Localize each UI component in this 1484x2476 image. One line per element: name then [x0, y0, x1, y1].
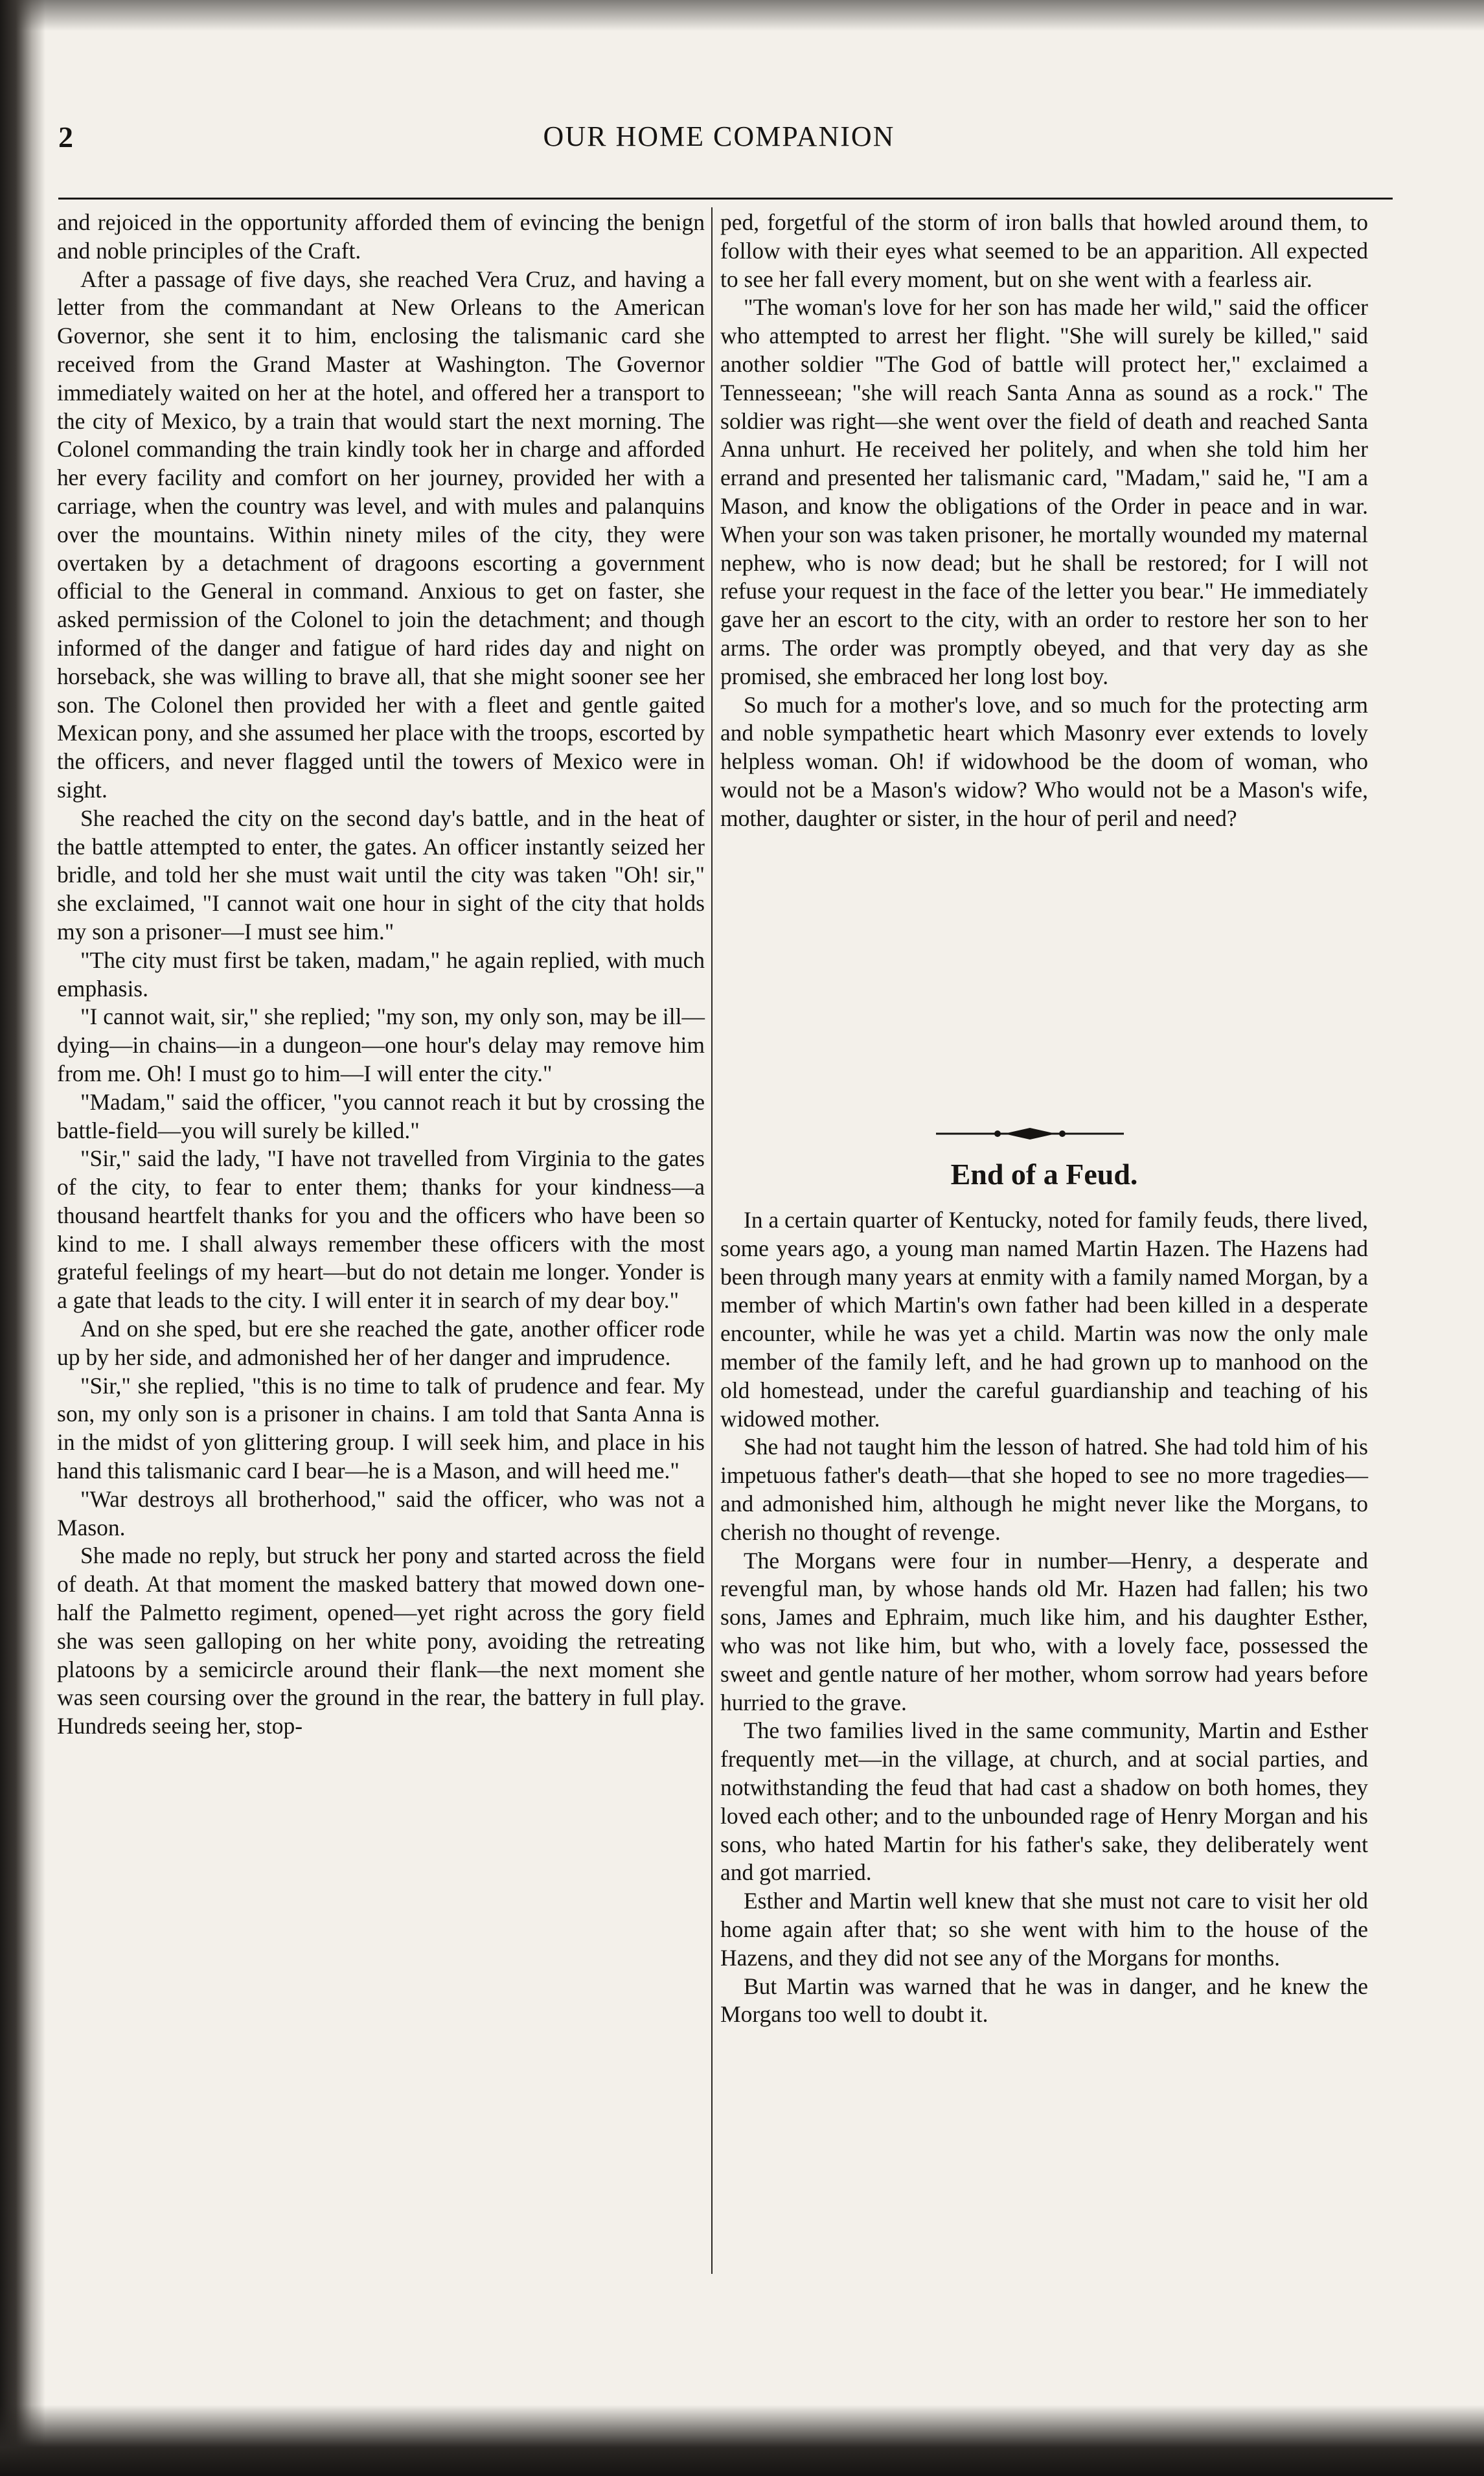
paragraph: She made no reply, but struck her pony and started across the field of death. At that moment the masked battery that mowed down one-half the Palmetto regiment, opened—yet right across the gory field she was seen galloping on her white pony, avoiding the retreating platoons by a semicircle around their flank—the next moment she was seen coursing over the ground in the rear, the battery in full play. Hundreds seeing her, stop- [57, 1542, 705, 1739]
paragraph: "The city must first be taken, madam," he again replied, with much emphasis. [57, 946, 705, 1002]
right-column [720, 209, 1368, 833]
scan-shadow-top [0, 0, 1484, 31]
running-head: OUR HOME COMPANION [543, 120, 895, 152]
article-title: End of a Feud. [950, 1158, 1138, 1191]
paragraph: But Martin was warned that he was in danger, and he knew the Morgans too well to doubt it. [720, 1973, 1368, 2028]
section-divider-ornament [933, 1124, 1127, 1143]
paragraph: "Madam," said the officer, "you cannot reach it but by crossing the battle-field—you will surely be killed." [57, 1088, 705, 1143]
paragraph: In a certain quarter of Kentucky, noted for family feuds, there lived, some years ago, a young man named Martin Hazen. The Hazens had been through many years at enmity with a family named Morgan, by a member of which Martin's own father had been killed in a desperate encounter, while he was yet a child. Martin was now the only male member of the family left, and he had grown up to manhood on the old homestead, under the careful guardianship and teaching of his widowed mother. [720, 1207, 1368, 1432]
paragraph: "I cannot wait, sir," she replied; "my son, my only son, may be ill—dying—in chains—in a dungeon—one hour's delay may remove him from me. Oh! I must go to him—I will enter the city." [57, 1003, 705, 1086]
scan-shadow-bottom [0, 2405, 1484, 2476]
header-rule [58, 198, 1393, 200]
paragraph: ped, forgetful of the storm of iron balls that howled around them, to follow with their eyes what seemed to be an apparition. All expected to see her fall every moment, but on she went with a fearless air. [720, 209, 1368, 292]
paragraph: "The woman's love for her son has made her wild," said the officer who attempted to arrest her flight. "She will surely be killed," said another soldier "The God of battle will protect her," exclaimed a Tennesseean; "she will reach Santa Anna as sound as a rock." The soldier was right—she went over the field of death and reached Santa Anna unhurt. He received her politely, and when she told him her errand and presented her talismanic card, "Madam," said he, "I am a Mason, and know the obligations of the Order in peace and in war. When your son was taken prisoner, he mortally wounded my maternal nephew, who is now dead; but he shall be restored; for I will not refuse your request in the face of the letter you bear." He immediately gave her an escort to the city, with an order to restore her son to her arms. The order was promptly obeyed, and that very day as she promised, she embraced her long lost boy. [720, 294, 1368, 689]
paragraph: The two families lived in the same community, Martin and Esther frequently met—in the village, at church, and at social parties, and notwithstanding the feud that had cast a shadow on both homes, they loved each other; and to the unbounded rage of Henry Morgan and his sons, who hated Martin for his father's sake, they deliberately went and got married. [720, 1717, 1368, 1886]
paragraph: After a passage of five days, she reached Vera Cruz, and having a letter from the commandant at New Orleans to the American Governor, she sent it to him, enclosing the talismanic card she received from the Grand Master at Washington. The Governor immediately waited on her at the hotel, and offered her a transport to the city of Mexico, by a train that would start the next morning. The Colonel commanding the train kindly took her in charge and afforded her every facility and comfort on her journey, provided her with a carriage, when the country was level, and with mules and palanquins over the mountains. Within ninety miles of the city, they were overtaken by a detachment of dragoons escorting a government official to the General in command. Anxious to get on faster, she asked permission of the Colonel to join the detachment; and though informed of the danger and fatigue of hard rides day and night on horseback, she was willing to brave all, that she might sooner see her son. The Colonel then provided her with a fleet and gentle gaited Mexican pony, and she assumed her place with the troops, escorted by the officers, and never flagged until the towers of Mexico were in sight. [57, 266, 705, 803]
column-divider [711, 207, 713, 2274]
left-column [57, 209, 705, 1741]
paragraph: and rejoiced in the opportunity afforded them of evincing the benign and noble principles of the Craft. [57, 209, 705, 264]
paragraph: She reached the city on the second day's battle, and in the heat of the battle attempted to enter, the gates. An officer instantly seized her bridle, and told her she must wait until the city was taken "Oh! sir," she exclaimed, "I cannot wait one hour in sight of the city that holds my son a prisoner—I must see him." [57, 805, 705, 945]
paragraph: Esther and Martin well knew that she must not care to visit her old home again after that; so she went with him to the house of the Hazens, and they did not see any of the Morgans for months. [720, 1888, 1368, 1971]
paragraph: "War destroys all brotherhood," said the officer, who was not a Mason. [57, 1485, 705, 1541]
feud-article-body [720, 1206, 1368, 2029]
paragraph: And on she sped, but ere she reached the gate, another officer rode up by her side, and admonished her of her danger and imprudence. [57, 1316, 705, 1370]
page-number: 2 [58, 120, 73, 154]
paragraph: The Morgans were four in number—Henry, a desperate and revengful man, by whose hands old Mr. Hazen had fallen; his two sons, James and Ephraim, much like him, and his daughter Esther, who was not like him, but who, with a lovely face, possessed the sweet and gentle nature of her mother, whom sorrow had years before hurried to the grave. [720, 1547, 1368, 1715]
page-header [39, 120, 1399, 165]
paragraph: "Sir," she replied, "this is no time to talk of prudence and fear. My son, my only son is a prisoner in chains. I am told that Santa Anna is in the midst of yon glittering group. I will seek him, and place in his hand this talismanic card I bear—he is a Mason, and will heed me." [57, 1372, 705, 1484]
paragraph: So much for a mother's love, and so much for the protecting arm and noble sympathetic heart which Masonry ever extends to lovely helpless woman. Oh! if widowhood be the doom of woman, who would not be a Mason's widow? Who would not be a Mason's wife, mother, daughter or sister, in the hour of peril and need? [720, 691, 1368, 831]
paragraph: "Sir," said the lady, "I have not travelled from Virginia to the gates of the city, to fear to enter them; thanks for your kindness—a thousand heartfelt thanks for you and the officers who have been so kind to me. I shall always remember these officers with the most grateful feelings of my heart—but do not detain me longer. Yonder is a gate that leads to the city. I will enter it in search of my dear boy." [57, 1145, 705, 1314]
scan-shadow-left [0, 0, 45, 2476]
paragraph: She had not taught him the lesson of hatred. She had told him of his impetuous father's death—that she hoped to see no more tragedies—and admonished him, although he might never like the Morgans, to cherish no thought of revenge. [720, 1434, 1368, 1545]
